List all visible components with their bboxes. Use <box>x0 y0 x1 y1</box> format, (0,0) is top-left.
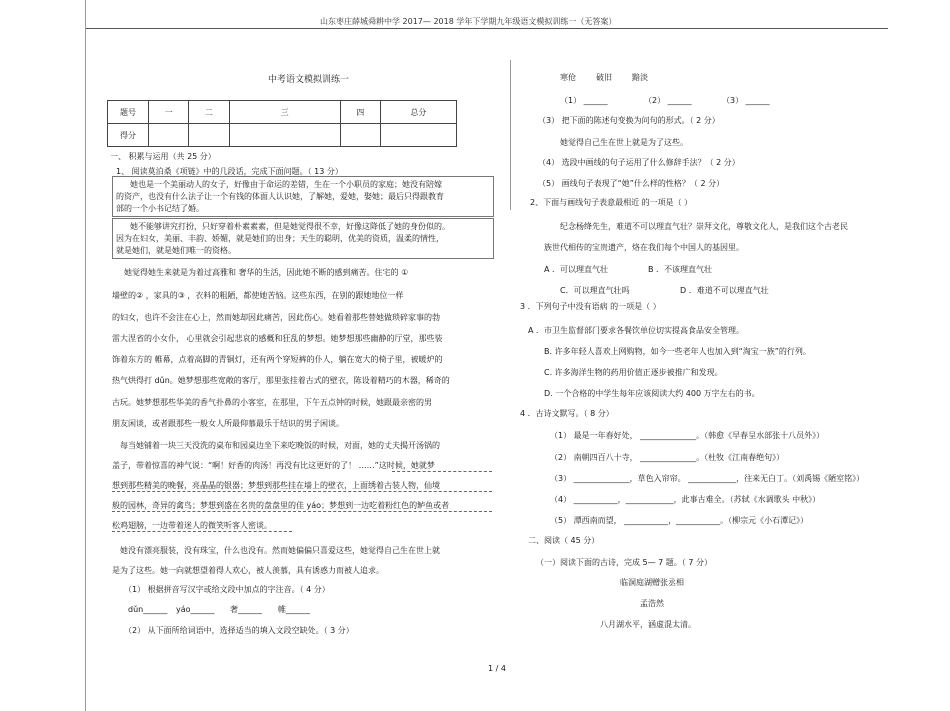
poem-author: 孟浩然 <box>640 599 664 608</box>
answer-option[interactable]: B. 许多年轻人喜欢上网购物，如今一些老年人也加入到“淘宝一族”的行列。 <box>544 347 811 356</box>
poem-title: 临洞庭湖赠张丞相 <box>620 578 684 587</box>
score-cell[interactable] <box>189 124 229 147</box>
passage-line: 古玩。她梦想那些华美的香气扑鼻的小客室，在那里，下午五点钟的时候，她跟最亲密的男 <box>112 398 432 407</box>
page-number: 1 / 4 <box>488 664 506 673</box>
score-table <box>107 100 457 147</box>
score-cell[interactable] <box>380 124 456 147</box>
sub-question: （5） 画线句子表现了“她”什么样的性格？（ 2 分） <box>538 179 725 188</box>
passage-line: 想到那些精美的晚餐，亮晶晶的银器；梦想到那些挂在墙上的壁衣，上面绣着古装人物，仙境 <box>112 481 440 490</box>
passage-line: 墙壁的② ，家具的③ ，衣料的粗陋，都使她苦恼。这些东西，在别的跟她地位一样 <box>112 291 404 300</box>
word-option: 破旧 <box>596 73 612 82</box>
answer-option[interactable]: D ．难道不可以理直气壮 <box>680 286 769 295</box>
question-1: 1、 阅读莫泊桑《项链》中的几段话，完成下面问题。（ 13 分） <box>116 167 343 176</box>
pinyin-blank[interactable]: yáo______ <box>176 605 215 614</box>
score-cell[interactable] <box>149 124 189 147</box>
sub-question: （4） 选段中画线的句子运用了什么修辞手法？（ 2 分） <box>538 158 740 167</box>
poem-line: 八月湖水平，涵虚混太清。 <box>600 620 696 629</box>
score-header-cell: 题号 <box>108 101 149 124</box>
score-header-cell: 一 <box>149 101 189 124</box>
page-title: 中考语文模拟训练一 <box>268 75 350 85</box>
section-heading: 一、 积累与运用（共 25 分） <box>110 152 216 161</box>
passage-line: 就是她们，就是她们唯一的资格。 <box>116 246 236 255</box>
passage-line: 热气烘得打 dǔn。她梦想那些宽敞的客厅，那里张挂着古式的壁衣，陈设着精巧的木器，稀奇的 <box>112 376 450 385</box>
question-4: 4 ．古诗文默写。（ 8 分） <box>520 409 614 418</box>
passage-line: 雷大涅省的小女仆， 心里就会引起悲哀的感概和狂乱的梦想。她梦想那些幽静的厅堂，那些装 <box>112 334 443 343</box>
section-heading: 二、阅读（ 45 分） <box>528 536 600 545</box>
page-header: 山东枣庄薛城舜耕中学 2017— 2018 学年下学期九年级语文模拟训练一（无答案） <box>320 17 617 26</box>
sub-question: （3） 把下面的陈述句变换为问句的形式。（ 2 分） <box>538 116 720 125</box>
sub-question: （2） 从下面所给词语中，选择适当的填入文段空缺处。（ 3 分） <box>124 626 354 635</box>
answer-option[interactable]: D. 一个合格的中学生每年应该阅读大约 400 万字左右的书。 <box>544 389 760 398</box>
column-divider <box>510 60 511 210</box>
passage-line: 般的园林，奇异的禽鸟；梦想到盛在名贵的盘盘里的佳 yáo；梦想到一边吃着粉红色的鲈鱼或者 <box>112 501 450 510</box>
fill-blank[interactable]: （3） ______ <box>722 96 770 105</box>
question-2: 2、下面与画线句子表意最相近 的一项是（ ） <box>530 198 693 207</box>
passage-line: 她也是一个美丽动人的女子，好像由于命运的差错，生在一个小职员的家庭；她没有陪嫁 <box>130 180 442 189</box>
passage-line: 朋友闲谈，或者跟那些一般女人所最仰慕最乐于结识的男子闲谈。 <box>112 419 344 428</box>
passage-line: 纪念杨绛先生，难道不可以理直气壮？崇拜文化，尊敬文化人，是我们这个古老民 <box>560 222 848 231</box>
fill-blank[interactable]: （2） ______ <box>644 96 692 105</box>
question-3: 3 ．下列句子中没有语病 的一项是（ ） <box>520 302 661 311</box>
recitation-item[interactable]: （5） 潭西南而望， ___________，___________。（柳宗元《小石潭记》） <box>550 516 809 525</box>
passage-line: 的妇女，也许不会注在心上，然而她却因此痛苦，因此伤心。她看着那些替她做琐碎家事的勃 <box>112 313 440 322</box>
answer-option[interactable]: C. 许多海洋生物的药用价值正逐步被推广和发现。 <box>544 368 723 377</box>
passage-line: 她不能够讲究打扮，只好穿着朴素素素，但是她觉得很不幸，好像这降低了她的身份似的。 <box>130 222 450 231</box>
answer-option[interactable]: A ．可以理直气壮 <box>544 265 609 274</box>
answer-option[interactable]: B ．不该理直气壮 <box>648 265 713 274</box>
passage-line: 因为在妇女，美丽、丰韵、娇媚，就是她们的出身；天生的聪明，优美的资质，温柔的情性， <box>116 234 444 243</box>
recitation-item[interactable]: （1） 最是一年春好处， ______________。（韩愈《早春呈水部张十八员外》） <box>550 431 825 440</box>
sub-question-text: 她觉得自己生在世上就是为了这些。 <box>560 138 688 147</box>
score-cell[interactable] <box>229 124 340 147</box>
passage-line: 松鸡翅膀，一边带着迷人的微笑听客人密谈。 <box>112 521 272 530</box>
sub-question: （1） 根据拼音写汉字或给文段中加点的字注音。（ 4 分） <box>124 585 330 594</box>
underline-mark <box>112 531 292 532</box>
word-option: 黯淡 <box>632 73 648 82</box>
pinyin-blank[interactable]: 奢______ <box>230 605 262 614</box>
passage-line: 部的一个小书记结了婚。 <box>116 204 204 213</box>
answer-option[interactable]: C．可以理直气壮吗 <box>560 286 630 295</box>
recitation-item[interactable]: （3） ______________，草色入帘帘。 ____________，往来无白丁。（刘禹锡《陋室铭》） <box>550 474 865 483</box>
score-header-cell: 总分 <box>380 101 456 124</box>
left-margin-line <box>85 0 86 711</box>
passage-line: 她觉得她生来就是为着过高雅和 奢华的生活，因此她不断的感到痛苦。住宅的 ① <box>124 268 409 277</box>
passage-line: 是为了这些。她一向就想望着得人欢心，被人羡慕，具有诱惑力而被人追求。 <box>112 566 384 575</box>
underline-mark <box>112 511 492 512</box>
score-row-label: 得分 <box>108 124 149 147</box>
underline-mark <box>392 471 492 472</box>
fill-blank[interactable]: （1） ______ <box>560 96 608 105</box>
passage-line: 盖子，带着惊喜的神气说：“啊！好香的肉汤！再没有比这更好的了！ ……”这时候，她就梦 <box>112 461 435 470</box>
reading-instruction: （一）阅读下面的古诗，完成 5— 7 题。（ 7 分） <box>536 558 712 567</box>
score-header-cell: 三 <box>229 101 340 124</box>
recitation-item[interactable]: （4） ___________，____________，此事古难全。（苏轼《水调歌头 中秋》） <box>550 495 821 504</box>
passage-line: 每当她铺着一块三天没洗的桌布和园桌边坐下来吃晚饭的时候，对面，她的丈夫揭开汤锅的 <box>120 441 440 450</box>
score-cell[interactable] <box>340 124 380 147</box>
header-rule <box>85 28 888 29</box>
passage-line: 饰着东方的 帷幕，点着高脚的青铜灯，还有两个穿短裤的仆人，躺在宽大的椅子里，被暖炉的 <box>112 355 443 364</box>
word-option: 寒伧 <box>560 73 576 82</box>
score-header-cell: 四 <box>340 101 380 124</box>
pinyin-blank[interactable]: dǔn______ <box>128 605 168 614</box>
passage-line: 族世代相传的宝贵遗产，烙在我们每个中国人的基因里。 <box>544 243 744 252</box>
score-header-cell: 二 <box>189 101 229 124</box>
underline-mark <box>112 491 492 492</box>
passage-line: 的资产，也没有什么法子让一个有钱的体面人认识她，了解她，爱她，娶她；最后只得跟教育 <box>116 192 444 201</box>
answer-option[interactable]: A ．市卫生监督部门要求各餐饮单位切实提高食品安全管理。 <box>528 326 745 335</box>
passage-line: 她没有漂亮服装，没有珠宝，什么也没有。然而她偏偏只喜爱这些，她觉得自己生在世上就 <box>120 546 440 555</box>
recitation-item[interactable]: （2） 南朝四百八十寺， ______________。（杜牧《江南春绝句》） <box>550 453 785 462</box>
pinyin-blank[interactable]: 帷______ <box>278 605 310 614</box>
